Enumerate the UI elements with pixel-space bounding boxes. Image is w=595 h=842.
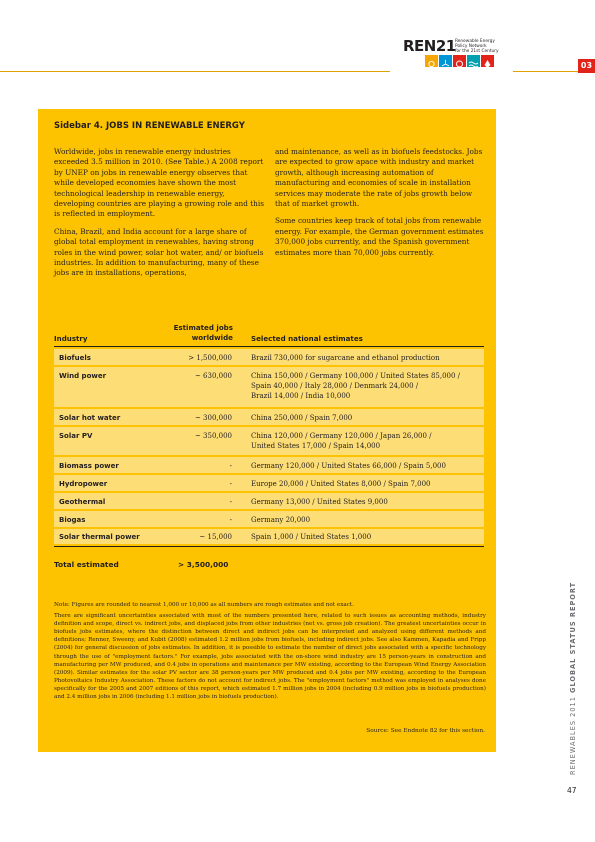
header-rule-left bbox=[0, 71, 390, 72]
wind-turbine-icon bbox=[439, 55, 452, 67]
jobs-cell: ~ 15,000 bbox=[199, 533, 232, 541]
table-bottom-rule bbox=[54, 546, 484, 547]
estimate-line: China 250,000 / Spain 7,000 bbox=[251, 414, 353, 422]
table-row bbox=[54, 427, 484, 456]
estimates-cell bbox=[251, 353, 483, 363]
logo-num-text: 21 bbox=[435, 37, 456, 55]
footer-report-year: RENEWABLES 2011 bbox=[569, 692, 577, 775]
body-paragraph: Some countries keep track of total jobs from renewable energy. For example, the German government estimates 370,000 jobs currently, and the Spanish government estimates more than 70,000 jobs currently. bbox=[275, 216, 484, 257]
logo-icon-strip bbox=[425, 55, 494, 67]
jobs-cell: - bbox=[229, 516, 232, 524]
estimate-line: Germany 120,000 / United States 66,000 / Spain 5,000 bbox=[251, 462, 446, 470]
estimates-cell bbox=[251, 515, 483, 525]
table-row bbox=[54, 511, 484, 528]
estimate-line: China 120,000 / Germany 120,000 / Japan 26,000 / bbox=[251, 432, 432, 440]
logo-main-text: REN bbox=[403, 37, 436, 55]
source-line: Source: See Endnote 82 for this section. bbox=[366, 728, 485, 734]
header-jobs bbox=[158, 323, 233, 342]
estimates-cell bbox=[251, 431, 483, 451]
estimate-line: Spain 40,000 / Italy 28,000 / Denmark 24,000 / bbox=[251, 382, 419, 391]
sun-icon bbox=[425, 55, 438, 67]
table-row bbox=[54, 349, 484, 366]
header-estimates: Selected national estimates bbox=[251, 334, 363, 343]
industry-cell: Solar thermal power bbox=[59, 533, 140, 541]
table-row bbox=[54, 475, 484, 492]
estimate-line: United States 17,000 / Spain 14,000 bbox=[251, 442, 381, 451]
total-value: > 3,500,000 bbox=[178, 560, 229, 569]
note-paragraph: There are significant uncertainties associated with most of the numbers presented here, related to such issues as accounting methods, industry definition and scope, direct vs. indirect jobs, and displaced jobs from other industries (net vs. gross job creation). The greatest uncertainties occur in biofuels jobs estimates, where the distinction between direct and indirect jobs can be interpreted and analyzed using different methods and definitions; Renner, Sweeny, and Kubit (2008) estimated 1.2 million jobs from biofuels, including indirect jobs. See also Kammen, Kapadia and Fripp (2004) for general discussion of jobs estimates. In addition, it is possible to estimate the number of direct jobs associated with a specific technology through the use of "employment factors." For example, jobs associated with the on-shore wind industry are 15 person-years in construction and manufacturing per MW produced, and 0.4 jobs in operations and maintenance per MW existing, according to the European Wind Energy Association (2009). Similar estimates for the solar PV sector are 38 person-years per MW produced and 0.4 jobs per MW existing, according to the European Photovoltaics Industry Association. These factors do not account for indirect jobs. The "employment factors" method was employed in analyses done specifically for the 2005 and 2007 editions of this report, which estimated 1.7 million jobs in 2004 (including 0.9 million jobs in biofuels production) and 2.4 million jobs in 2006 (including 1.1 million jobs in biofuels production). bbox=[54, 613, 486, 701]
estimate-line: Brazil 730,000 for sugarcane and ethanol production bbox=[251, 354, 440, 362]
estimates-cell bbox=[251, 479, 483, 489]
industry-cell: Solar PV bbox=[59, 432, 93, 440]
table-top-rule bbox=[54, 346, 484, 347]
leaf-icon bbox=[481, 55, 494, 67]
table-notes bbox=[54, 601, 486, 704]
jobs-cell: - bbox=[229, 480, 232, 488]
estimates-cell bbox=[251, 497, 483, 507]
body-paragraph: China, Brazil, and India account for a large share of global total employment in renewables, having strong roles in the wind power, solar hot water, and/ or biofuels industries. In addition to manufacturing, many of these jobs are in installations, operations, bbox=[54, 226, 264, 278]
estimates-cell bbox=[251, 532, 483, 542]
body-paragraph: and maintenance, as well as in biofuels feedstocks. Jobs are expected to grow apace with industry and market growth, although increasing automation of manufacturing and economies of scale in installation services may moderate the rate of jobs growth below that of market growth. bbox=[275, 147, 483, 209]
jobs-cell: - bbox=[229, 498, 232, 506]
estimate-line: Brazil 14,000 / India 10,000 bbox=[251, 392, 351, 401]
estimate-line: Germany 20,000 bbox=[251, 516, 311, 524]
table-row bbox=[54, 457, 484, 474]
table-row bbox=[54, 367, 484, 408]
estimates-cell bbox=[251, 461, 483, 471]
logo-subtitle bbox=[455, 39, 499, 54]
header-jobs-line: Estimated jobs bbox=[173, 323, 233, 332]
industry-cell: Biofuels bbox=[59, 354, 91, 362]
logo-sub-line: Renewable Energy bbox=[455, 39, 495, 44]
water-wave-icon bbox=[467, 55, 480, 67]
footer-report-title: GLOBAL STATUS REPORT bbox=[569, 581, 577, 693]
note-line: Note: Figures are rounded to nearest 1,000 or 10,000 as all numbers are rough estimates and not exact. bbox=[54, 602, 354, 608]
sidebar-left-column bbox=[54, 147, 266, 286]
running-footer bbox=[569, 582, 577, 775]
industry-cell: Biogas bbox=[59, 516, 86, 524]
industry-cell: Hydropower bbox=[59, 480, 108, 488]
total-label: Total estimated bbox=[54, 560, 119, 569]
biomass-icon bbox=[453, 55, 466, 67]
ren21-logo bbox=[403, 37, 523, 71]
page-number: 47 bbox=[567, 786, 577, 795]
sidebar-title: Sidebar 4. JOBS IN RENEWABLE ENERGY bbox=[54, 121, 245, 131]
estimates-cell bbox=[251, 371, 483, 402]
jobs-cell: ~ 350,000 bbox=[194, 432, 232, 440]
jobs-cell: - bbox=[229, 462, 232, 470]
logo-sub-line: for the 21st Century bbox=[455, 49, 499, 54]
table-row bbox=[54, 493, 484, 510]
jobs-cell: ~ 300,000 bbox=[194, 414, 232, 422]
sidebar-right-column bbox=[275, 147, 487, 265]
table-row bbox=[54, 409, 484, 426]
industry-cell: Biomass power bbox=[59, 462, 119, 470]
industry-cell: Geothermal bbox=[59, 498, 106, 506]
jobs-cell: > 1,500,000 bbox=[188, 354, 232, 362]
body-paragraph: Worldwide, jobs in renewable energy industries exceeded 3.5 million in 2010. (See Table.) A 2008 report by UNEP on jobs in renewable energy observes that while developed economies have shown the most technological leadership in renewable energy, developing countries are playing a growing role and this is reflected in employment. bbox=[54, 147, 264, 219]
logo-sub-line: Policy Network bbox=[455, 44, 487, 49]
header-jobs-line: worldwide bbox=[191, 332, 233, 342]
estimate-line: China 150,000 / Germany 100,000 / United States 85,000 / bbox=[251, 372, 461, 380]
estimates-cell bbox=[251, 413, 483, 423]
industry-cell: Wind power bbox=[59, 372, 107, 380]
chapter-tab: 03 bbox=[578, 59, 595, 73]
jobs-cell: ~ 630,000 bbox=[194, 372, 232, 380]
estimate-line: Europe 20,000 / United States 8,000 / Spain 7,000 bbox=[251, 480, 431, 488]
table-row bbox=[54, 529, 484, 545]
industry-cell: Solar hot water bbox=[59, 414, 121, 422]
header-industry: Industry bbox=[54, 334, 88, 343]
estimate-line: Germany 13,000 / United States 9,000 bbox=[251, 498, 388, 506]
estimate-line: Spain 1,000 / United States 1,000 bbox=[251, 533, 372, 541]
